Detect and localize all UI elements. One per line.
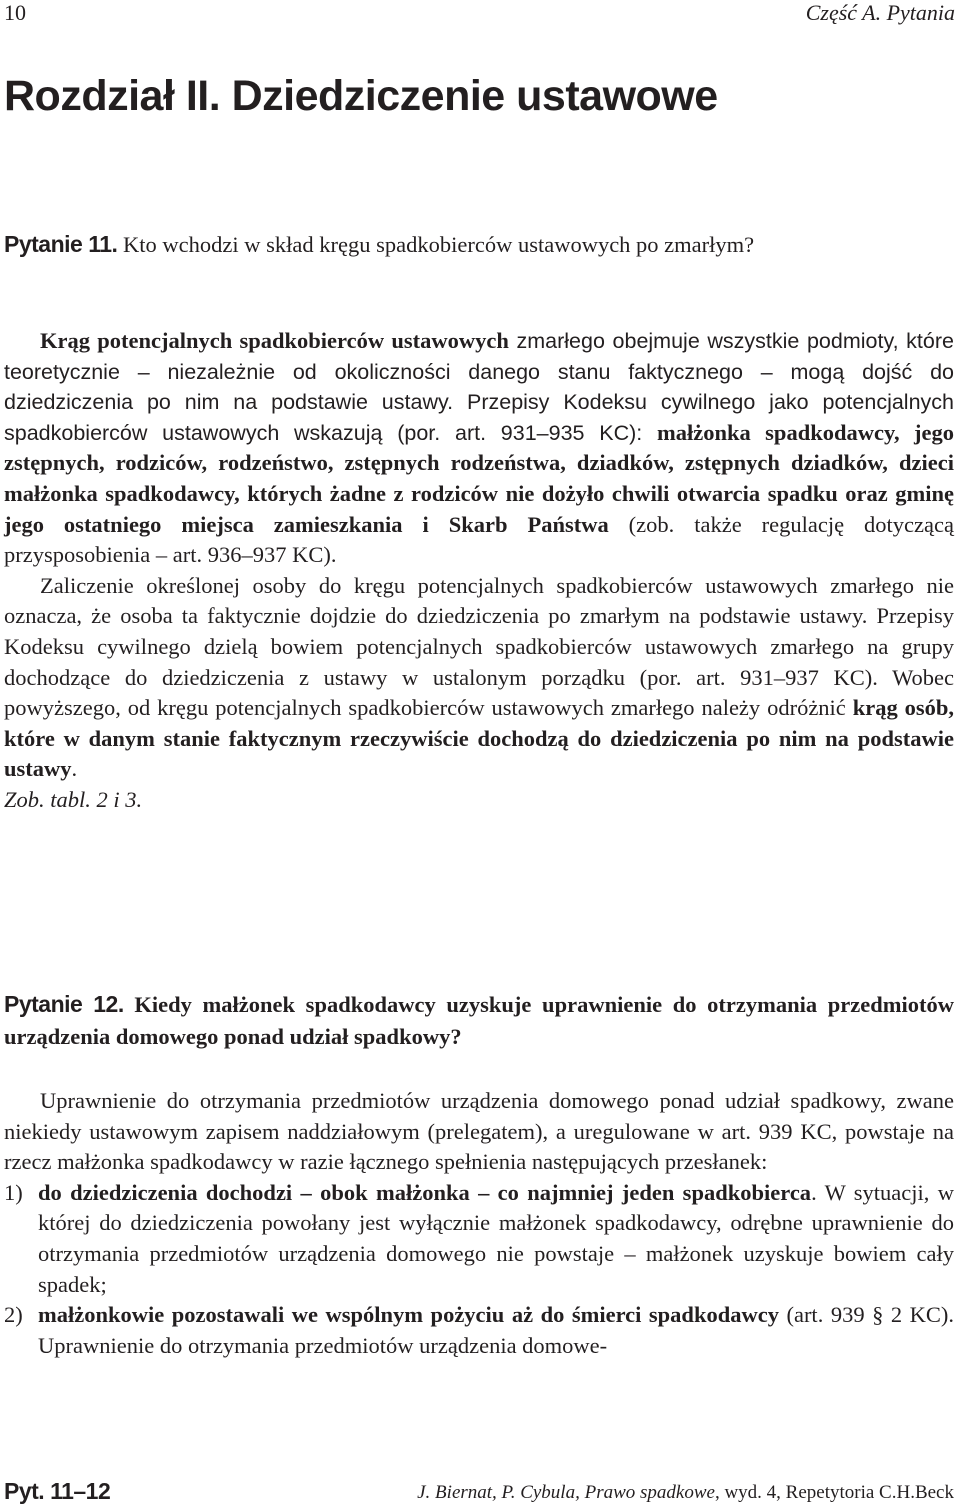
question-11-label: Pytanie 11. [4, 231, 118, 257]
question-11-text: Kto wchodzi w skład kręgu spadkobierców ustawowych po zmarłym? [123, 232, 755, 257]
list-item [4, 1178, 954, 1300]
chapter-title: Rozdział II. Dziedziczenie ustawowe [4, 72, 718, 120]
footer-citation [417, 1482, 954, 1504]
list-item-text: (art. 939 § 2 KC). Uprawnienie do otrzymania przedmiotów urządzenia domowe- [38, 1302, 954, 1358]
answer-11 [4, 326, 954, 816]
list-item-bold: do dziedziczenia dochodzi – obok małżonka – co najmniej jeden spadkobierca [38, 1179, 812, 1205]
list-item-number: 2) [4, 1302, 23, 1328]
footer-edition: , wyd. 4, Repetytoria C.H.Beck [714, 1482, 954, 1503]
footer-book-title: , Prawo spadkowe [575, 1482, 715, 1503]
answer-11-text-2: (zob. także regulację dotyczącą przysposobienia – art. 936–937 KC). [4, 511, 954, 568]
answer-11-bold-1: Krąg potencjalnych spadkobierców ustawowych [40, 328, 509, 353]
answer-11-paragraph-1 [4, 326, 954, 571]
answer-11-bold-2: małżonka spadkodawcy, jego zstępnych, rodziców, rodzeństwo, zstępnych rodzeństwa, dziadków, zstępnych dziadków, dzieci małżonka spadkodawcy, których żadne z rodziców nie dożyło chwili otwarcia spadku oraz gminę jego ostatniego miejsca zamieszkania i Skarb Państwa [4, 419, 954, 537]
answer-11-text-3: Zaliczenie określonej osoby do kręgu potencjalnych spadkobierców ustawowych zmarłego nie oznacza, że osoba ta faktycznie dojdzie do dziedziczenia po zmarłym na podstawie ustawy. Przepisy Kodeksu cywilnego dzielą bowiem potencjalnych spadkobierców ustawowych zmarłego na grupy dochodzące do dziedziczenia z ustawy w ustalonym porządku (por. art. 931–937 KC). Wobec powyższego, od kręgu potencjalnych spadkobierców ustawowych zmarłego należy odróżnić [4, 572, 954, 721]
list-item-bold: małżonkowie pozostawali we wspólnym pożyciu aż do śmierci spadkodawcy [38, 1302, 779, 1328]
answer-11-text-4: . [71, 756, 78, 782]
list-item-number: 1) [4, 1179, 23, 1205]
footer-question-range: Pyt. 11–12 [4, 1478, 111, 1504]
answer-12 [4, 1086, 954, 1361]
question-12-text: Kiedy małżonek spadkodawcy uzyskuje uprawnienie do otrzymania przedmiotów urządzenia domowego ponad udział spadkowy? [4, 992, 954, 1049]
list-item-text: . W sytuacji, w której do dziedziczenia powołany jest wyłącznie małżonek spadkodawcy, odrębne uprawnienie do otrzymania przedmiotów urządzenia domowego nie powstaje – małżonek uzyskuje bowiem cały spadek; [38, 1179, 954, 1297]
answer-11-text-1: zmarłego obejmuje wszystkie podmioty, które teoretycznie – niezależnie od okoliczności danego stanu faktycznego – mogą dojść do dziedziczenia po nim na podstawie ustawy. Przepisy Kodeksu cywilnego jako potencjalnych spadkobierców ustawowych wskazują (por. art. 931–935 KC): [4, 329, 954, 445]
see-also-reference: Zob. tabl. 2 i 3. [4, 786, 143, 812]
conditions-list [4, 1178, 954, 1362]
question-12-heading [4, 988, 954, 1053]
page-number: 10 [4, 0, 26, 25]
answer-12-intro: Uprawnienie do otrzymania przedmiotów urządzenia domowego ponad udział spadkowy, zwane niekiedy ustawowym zapisem naddziałowym (prelegatem), a uregulowane w art. 939 KC, powstaje na rzecz małżonka spadkodawcy w razie łącznego spełnienia następujących przesłanek: [4, 1088, 954, 1175]
list-item [4, 1300, 954, 1361]
question-11-heading [4, 228, 954, 261]
answer-11-bold-3: krąg osób, które w danym stanie faktycznym rzeczywiście dochodzą do dziedziczenia po nim na podstawie ustawy [4, 695, 954, 782]
answer-11-paragraph-2 [4, 571, 954, 785]
running-head: Część A. Pytania [805, 0, 955, 25]
footer-authors: J. Biernat, P. Cybula [417, 1482, 576, 1503]
question-12-label: Pytanie 12. [4, 991, 124, 1017]
